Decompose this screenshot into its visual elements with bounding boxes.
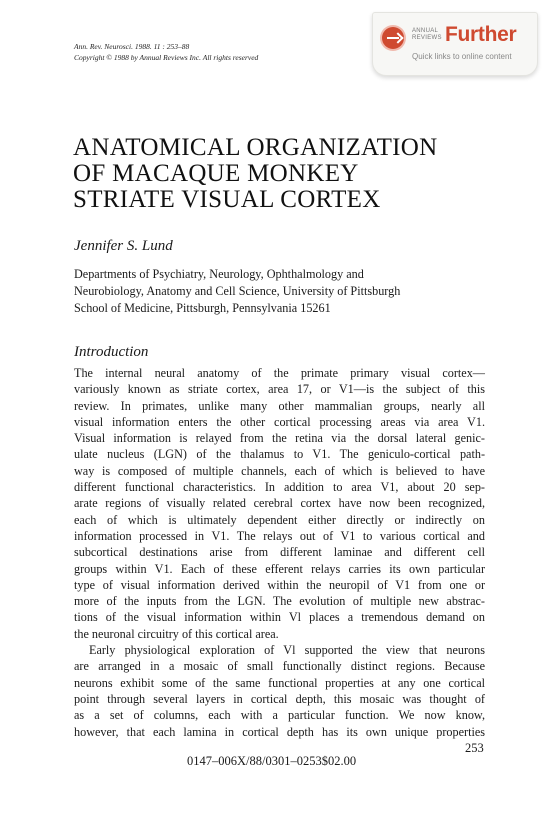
affiliation-line: Departments of Psychiatry, Neurology, Ophthalmology and	[74, 267, 364, 281]
affiliation-line: School of Medicine, Pittsburgh, Pennsylvania 15261	[74, 301, 331, 315]
text-line: way is composed of multiple channels, each of which is believed to have	[74, 463, 485, 478]
quick-links-text: Quick links to online content	[412, 52, 512, 61]
text-line: subcortical destinations arise from different laminae and different cell	[74, 545, 485, 560]
text-line: neurons exhibit some of the same functional properties at any one cortical	[74, 675, 485, 690]
affiliation-line: Neurobiology, Anatomy and Cell Science, University of Pittsburgh	[74, 284, 401, 298]
journal-citation	[74, 41, 258, 63]
text-line: visual information enters the other cortical processing areas via area V1.	[74, 414, 485, 429]
journal-line-2: Copyright © 1988 by Annual Reviews Inc. All rights reserved	[74, 53, 259, 62]
annual-label: ANNUAL	[412, 28, 439, 34]
text-line: tions of the visual information within Vl places a tremendous demand on	[74, 610, 485, 625]
text-line: Visual information is relayed from the retina via the dorsal lateral genic-	[74, 431, 485, 446]
title-line: STRIATE VISUAL CORTEX	[73, 186, 381, 213]
text-line: The internal neural anatomy of the primate primary visual cortex—	[74, 366, 485, 380]
article-code: 0147–006X/88/0301–0253$02.00	[187, 754, 357, 768]
text-line: more of the inputs from the LGN. The evolution of multiple new abstrac-	[74, 594, 485, 609]
text-line: the neuronal circuitry of this cortical area.	[74, 626, 279, 641]
article-title	[73, 135, 438, 213]
text-line: Early physiological exploration of Vl supported the view that neurons	[89, 643, 485, 658]
text-line: different functional characteristics. In addition to area V1, about 20 sep-	[74, 480, 485, 495]
reviews-label: REVIEWS	[412, 35, 442, 41]
author-name: Jennifer S. Lund	[74, 238, 173, 254]
text-line: information processed in V1. The relays out of V1 to various cortical and	[74, 528, 485, 543]
text-line: however, that each lamina in cortical depth has its own unique properties	[74, 724, 485, 739]
text-line: point through several layers in cortical depth, this mosaic was thought of	[74, 691, 485, 706]
affiliation	[74, 266, 400, 317]
text-line: ulate nucleus (LGN) of the thalamus to V1. The geniculo-cortical path-	[74, 447, 485, 462]
title-line: OF MACAQUE MONKEY	[73, 160, 359, 187]
text-line: type of visual information derived within the neuropil of V1 from one or	[74, 577, 485, 592]
further-label: Further	[445, 23, 517, 46]
text-line: variously known as striate cortex, area 17, or V1—is the subject of this	[74, 382, 485, 397]
text-line: groups within V1. Each of these efferent relays carries its own particular	[74, 561, 485, 576]
body-text	[74, 365, 485, 740]
annual-reviews-label	[412, 28, 442, 42]
title-line: ANATOMICAL ORGANIZATION	[73, 134, 438, 161]
further-badge[interactable]	[372, 12, 538, 76]
text-line: review. In primates, unlike many other mammalian groups, nearly all	[74, 398, 485, 413]
text-line: arate regions of visually related cerebral cortex have now been recognized,	[74, 496, 485, 511]
text-line: as a set of columns, each with a particular function. We now know,	[74, 708, 485, 723]
section-heading: Introduction	[74, 344, 149, 360]
arrow-right-icon	[382, 27, 404, 49]
text-line: each of which is ultimately dependent either directly or indirectly on	[74, 512, 485, 527]
page-number: 253	[465, 741, 484, 755]
text-line: are arranged in a mosaic of small functionally distinct regions. Because	[74, 659, 485, 674]
journal-line-1: Ann. Rev. Neurosci. 1988. 11 : 253–88	[74, 42, 190, 51]
